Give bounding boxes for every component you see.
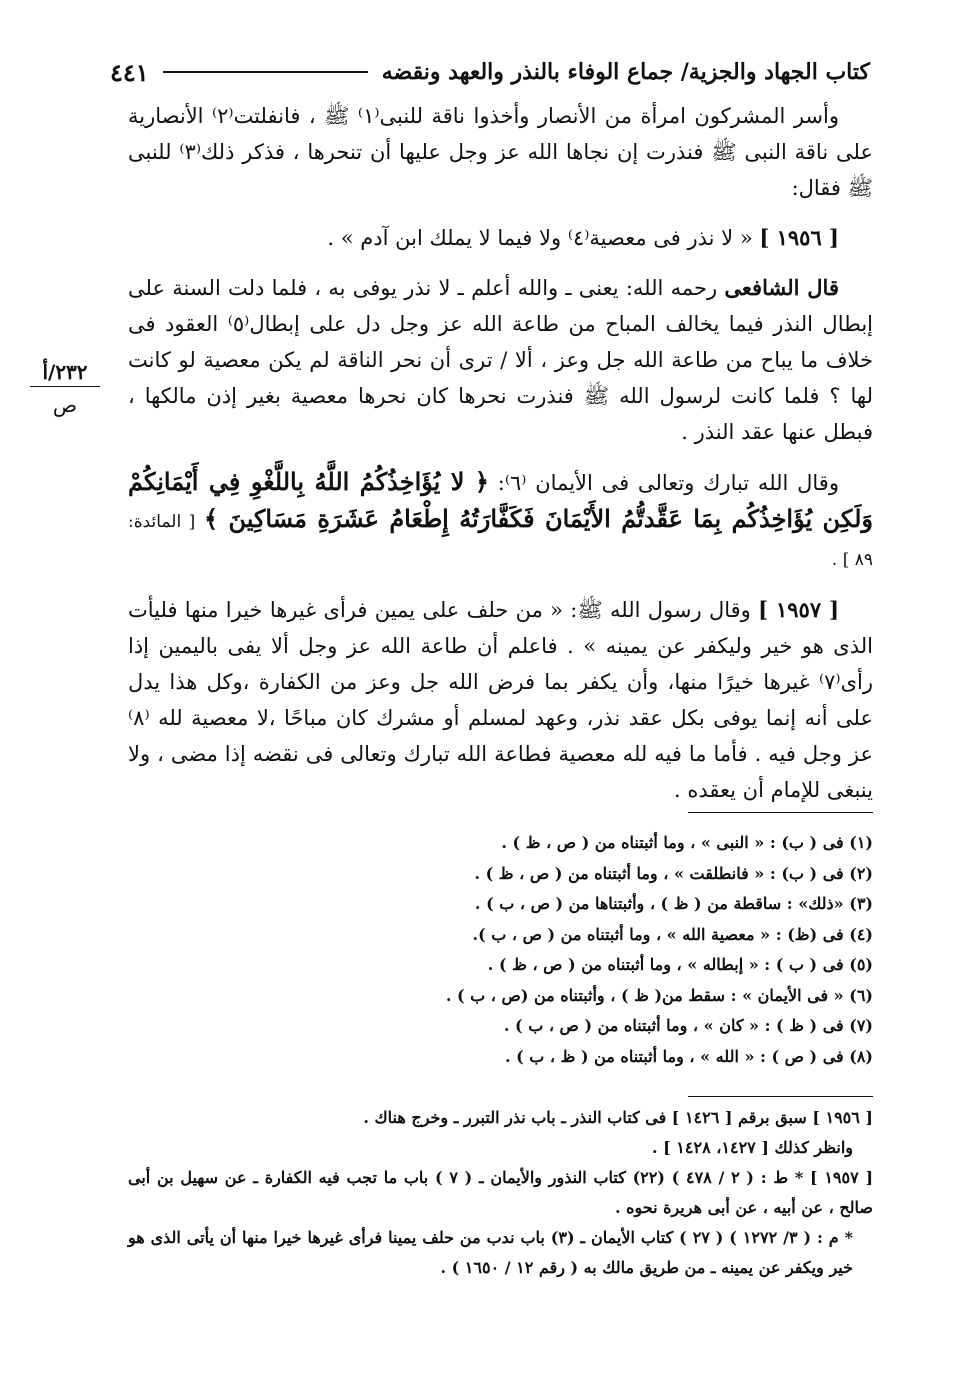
hadith-text-1956: « لا نذر فى معصية⁽٤⁾ ولا فيما لا يملك ابن آدم » . — [327, 226, 753, 250]
quran-verse: ﴿ لا يُؤَاخِذُكُمُ اللَّهُ بِاللَّغْوِ فِي أَيْمَانِكُمْ وَلَكِن يُؤَاخِذُكُم بِمَا عَقَّدتُّمُ الأَيْمَانَ فَكَفَّارَتُهُ إِطْعَامُ عَشَرَةِ مَسَاكِينَ ﴾ — [128, 467, 873, 533]
takhrij-separator — [688, 1096, 873, 1097]
footnote-separator — [688, 812, 873, 813]
hadith-number-1956: [ ١٩٥٦ ] — [759, 225, 839, 250]
paragraph-story: وأسر المشركون امرأة من الأنصار وأخذوا ناقة للنبى⁽١⁾ ﷺ ، فانفلتت⁽٢⁾ الأنصارية على ناقة النبى ﷺ فنذرت إن نجاها الله عز وجل عليها أن تنحرها ، فذكر ذلك⁽٣⁾ للنبى ﷺ فقال: — [128, 104, 873, 200]
hadith-1957 — [128, 592, 873, 808]
variant-note: (٢) فى ( ب) : « فانطلقت » ، وما أثبتناه من ( ص ، ظ ) . — [474, 863, 873, 883]
header-rule — [163, 71, 368, 73]
paragraph-quran — [128, 464, 873, 578]
shafii-text: رحمه الله: يعنى ـ والله أعلم ـ لا نذر يوفى به ، فلما دلت السنة على إبطال النذر فيما يخالف المباح من طاعة الله عز وجل دل على إبطال⁽٥⁾ العقود فى خلاف ما يباح من طاعة الله جل وعز ، ألا / ترى أن نحر الناقة لم يكن معصية لو كانت لها ؟ فلما كانت لرسول الله ﷺ فنذرت نحرها كان نحرها معصية بغير إذن مالكها ، فبطل عنها عقد النذر . — [128, 276, 873, 444]
variant-note: (٥) فى ( ب ) : « إبطاله » ، وما أثبتناه من ( ص ، ظ ) . — [487, 955, 873, 974]
paragraph-shafii — [128, 270, 873, 450]
variant-note: (٦) « فى الأيمان » : سقط من( ظ ) ، وأثبتناه من (ص ، ب ) . — [445, 985, 873, 1005]
header-title: كتاب الجهاد والجزية/ جماع الوفاء بالنذر والعهد ونقضه — [381, 59, 870, 85]
margin-folio-marker — [30, 360, 100, 417]
variant-note: (٧) فى ( ظ ) : « كان » ، وما أثبتناه من ( ص ، ب ) . — [503, 1016, 873, 1035]
shafii-lead: قال الشافعى — [724, 275, 839, 300]
variant-note: (٨) فى ( ص ) : « الله » ، وما أثبتناه من ( ظ ، ب ) . — [504, 1046, 873, 1066]
hadith-1956 — [128, 220, 873, 256]
margin-folio-number: ٢٣٢/أ — [30, 360, 100, 387]
hadith-number-1957: [ ١٩٥٧ ] — [758, 597, 840, 622]
main-text — [128, 98, 873, 822]
variant-note: (٤) فى (ظ) : « معصية الله » ، وما أثبتناه من ( ص ، ب ). — [472, 924, 873, 944]
takhrij-1956-see-also: وانظر كذلك [ ١٤٢٧، ١٤٢٨ ] . — [652, 1138, 853, 1157]
quran-lead: وقال الله تبارك وتعالى فى الأيمان ⁽٦⁾: — [497, 471, 839, 495]
hadith-text-1957: وقال رسول الله ﷺ: « من حلف على يمين فرأى غيرها خيرا منها فليأت الذى هو خير وليكفر عن يمينه » . فاعلم أن طاعة الله عز وجل ألا يفى باليمين إذا رأى⁽٧⁾ غيرها خيرًا منها، وأن يكفر بما فرض الله جل وعز من الكفارة ،وكل هذا يدل على أنه إنما يوفى بكل عقد نذر، وعهد لمسلم أو مشرك كان مباحًا ،لا معصية لله ⁽٨⁾ عز وجل فيه . فأما ما فيه لله معصية فطاعة الله تبارك وتعالى فى نقضه إذا مضى ، ولا ينبغى للإمام أن يعقده . — [128, 598, 873, 802]
margin-manuscript-letter: ص — [52, 393, 78, 417]
variant-footnotes — [300, 828, 873, 1072]
variant-note: (١) فى ( ب) : « النبى » ، وما أثبتناه من ( ص ، ظ ) . — [501, 833, 873, 852]
quran-reference: [ المائدة: ٨٩ ] . — [128, 512, 873, 570]
takhrij-1956: [ ١٩٥٦ ] سبق برقم [ ١٤٢٦ ] فى كتاب النذر ـ باب نذر التبرر ـ وخرج هناك . — [363, 1108, 873, 1127]
variant-note: (٣) «ذلك» : ساقطة من ( ظ ) ، وأثبتناها من ( ص ، ب ) . — [474, 894, 873, 913]
takhrij-1957-muslim: * م : ( ٣/ ١٢٧٢ ) ( ٢٧ ) كتاب الأيمان ـ (٣) باب ندب من حلف يمينا فرأى غيرها خيرا منها أن يأتى الذى هو خير ويكفر عن يمينه ـ من طريق مالك به ( رقم ١٢ / ١٦٥٠ ) . — [128, 1228, 854, 1277]
running-header — [110, 52, 870, 92]
takhrij-1957: [ ١٩٥٧ ] * ط : ( ٢ / ٤٧٨ ) (٢٢) كتاب النذور والأيمان ـ ( ٧ ) باب ما تجب فيه الكفارة ـ عن سهيل بن أبى صالح ، عن أبيه ، عن أبى هريرة نحوه . — [128, 1168, 874, 1217]
takhrij-notes — [128, 1103, 873, 1283]
page-number: ٤٤١ — [110, 57, 149, 87]
